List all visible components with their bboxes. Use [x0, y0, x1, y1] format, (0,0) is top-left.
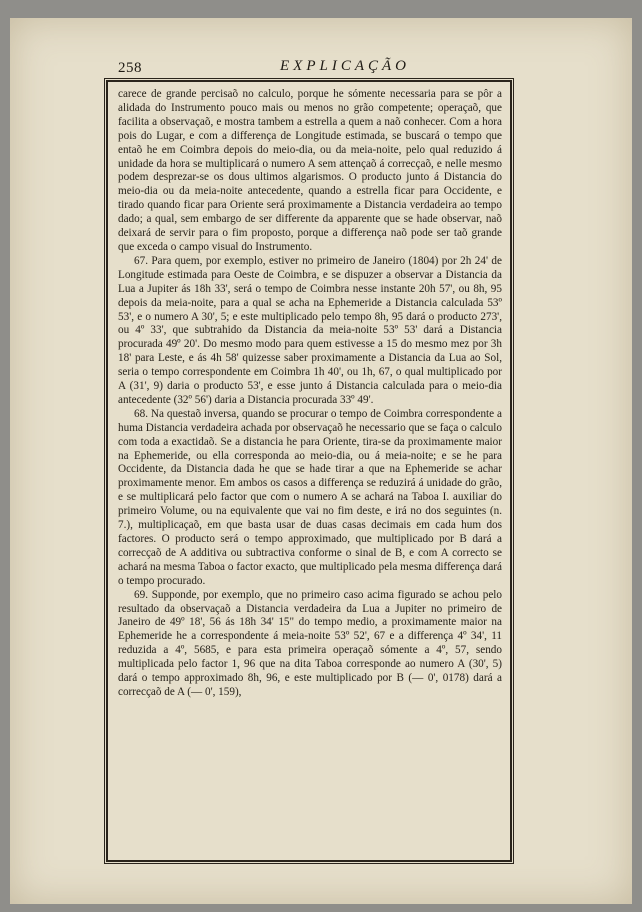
page-number: 258 [118, 60, 142, 76]
paragraph-69: 69. Supponde, por exemplo, que no primeiro caso acima figurado se achou pelo resultado da observaçaõ a Distancia verdadeira da Lua a Jupiter no primeiro de Janeiro de 49º 18', 56 ás 18h 34' 15" do tempo medio, a proximamente maior na Ephemeride he a correspondente á meia-noite 53º 52', 67 e a differença 4º 34', 11 reduzida a 4º, 5685, e para esta primeira operaçaõ sómente a 4º, 57, sendo multiplicada pelo factor 1, 96 que na dita Taboa corresponde ao numero A (30', 5) dará o tempo approximado 8h, 96, e este multiplicado por B (— 0', 0178) dará a correcçaõ de A (— 0', 159), [118, 588, 502, 698]
paragraph-68: 68. Na questaõ inversa, quando se procurar o tempo de Coimbra correspondente a huma Distancia verdadeira achada por observaçaõ he necessario que se faça o calculo com toda a exactidaõ. Se a distancia he para Oriente, tira-se da proximamente maior na Ephemeride, ou ella corresponda ao meio-dia, ou á meia-noite; e se he para Occidente, da Distancia dada he que se hade tirar a que na Ephemeride se achar proximamente menor. Em ambos os casos a differença se reduzirá á unidade do grão, e se multiplicará pelo factor que com o numero A se achará na Taboa I. auxiliar do primeiro Volume, ou na equivalente que vai no fim deste, e irá no dos seguintes (n. 7.), multiplicaçaõ, em que basta usar de duas casas decimais em cada hum dos factores. O producto será o tempo approximado, que multiplicado por B dará a correcçaõ de A additiva ou subtractiva conforme o sinal de B, e com A correcto se achará na mesma Taboa o factor exacto, que multiplicado pela mesma differença dará o tempo procurado. [118, 407, 502, 587]
body-text [118, 88, 502, 700]
paragraph-continuation: carece de grande percisaõ no calculo, porque he sómente necessaria para se pôr a alidada do Instrumento pouco mais ou menos no grão competente; operaçaõ, que facilita a observaçaõ, e mostra tambem a estrella a quem a naõ conhecer. Com a hora pois do Lugar, e com a differença de Longitude estimada, se buscará o tempo que entaõ he em Coimbra depois do meio-dia, ou da meia-noite, pelo qual reduzido á unidade da hora se multiplicará o numero A sem attençaõ á correcçaõ, e nelle mesmo podem desprezar-se os dous ultimos algarismos. O producto junto á Distancia do meio-dia ou da meia-noite antecedente, quando a estrella ficar para Occidente, e tirado quando ficar para Oriente será proximamente a Distancia verdadeira ao tempo dado; a qual, sem embargo de ser differente da apparente que se hade observar, naõ deixará de servir para o fim proposto, porque a differença naõ pode ser taõ grande que exceda o campo visual do Instrumento. [118, 88, 502, 253]
running-head: EXPLICAÇÃO [280, 58, 410, 74]
paragraph-67: 67. Para quem, por exemplo, estiver no primeiro de Janeiro (1804) por 2h 24' de Longitude estimada para Oeste de Coimbra, e se dispuzer a observar a Distancia da Lua a Jupiter ás 18h 33', será o tempo de Coimbra nesse instante 20h 57', ou 8h, 95 depois da meia-noite, para a qual se acha na Ephemeride a Distancia calculada 53º 53', e o numero A 30', 5; e este multiplicado pelo tempo 8h, 95 dará o producto 273', ou 4º 33', que subtrahido da Distancia da meia-noite 53º 53' dará a Distancia procurada 49º 20'. Do mesmo modo para quem estivesse a 15 do mesmo mez por 3h 18' para Leste, e ás 4h 58' quizesse saber proximamente a Distancia da Lua ao Sol, seria o tempo correspondente em Coimbra 1h 40', ou 1h, 67, o qual multiplicado por A (31', 9) daria o producto 53', e esse junto á Distancia calculada para o meio-dia antecedente (32º 56') daria a Distancia procurada 33º 49'. [118, 254, 502, 406]
